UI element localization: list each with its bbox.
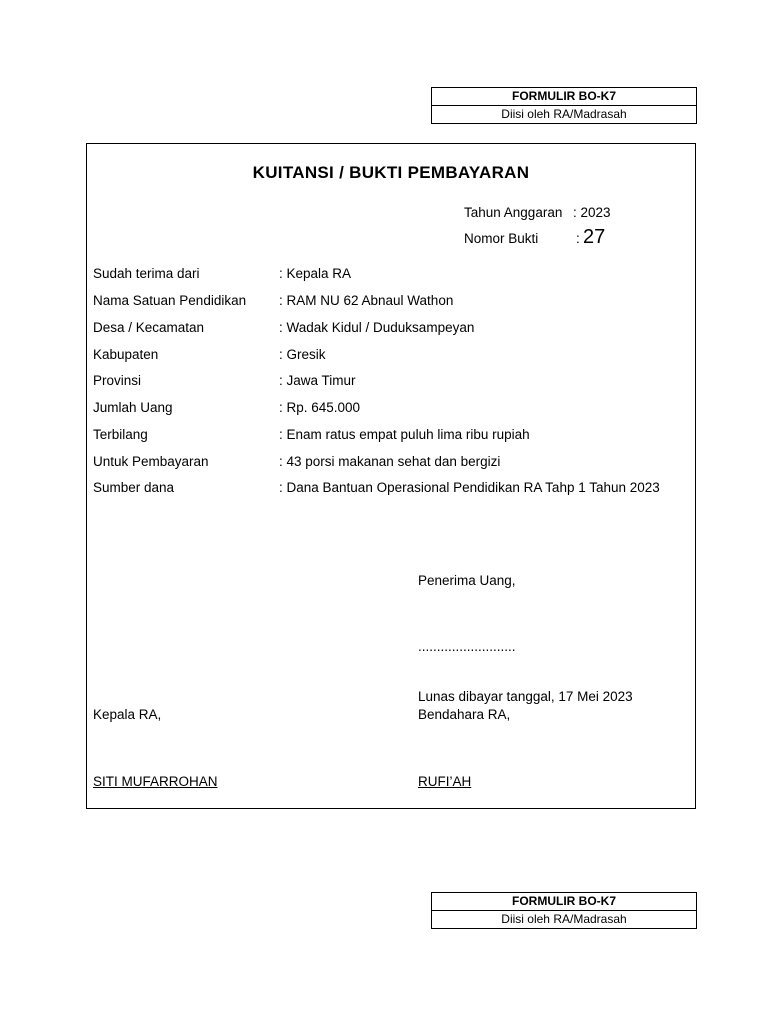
penerima-uang-label: Penerima Uang, (418, 573, 516, 588)
field-value: : Gresik (279, 347, 326, 362)
penerima-signature-line: .......................... (418, 639, 516, 654)
kepala-ra-label: Kepala RA, (93, 707, 162, 722)
bendahara-ra-label: Bendahara RA, (418, 707, 511, 722)
lunas-date-text: Lunas dibayar tanggal, 17 Mei 2023 (418, 689, 633, 704)
form-note: Diisi oleh RA/Madrasah (501, 912, 627, 926)
field-label: Sudah terima dari (93, 266, 200, 281)
field-value: : Enam ratus empat puluh lima ribu rupiah (279, 427, 530, 442)
form-code-box-bottom (431, 892, 697, 929)
form-note: Diisi oleh RA/Madrasah (501, 107, 627, 121)
nomor-bukti-colon: : (576, 231, 580, 246)
bendahara-ra-name: RUFI’AH (418, 774, 472, 789)
field-value: : Wadak Kidul / Duduksampeyan (279, 320, 475, 335)
field-label: Desa / Kecamatan (93, 320, 205, 335)
field-value: : Jawa Timur (279, 373, 356, 388)
tahun-anggaran-label: Tahun Anggaran (464, 205, 563, 220)
receipt-frame (86, 143, 696, 809)
field-label: Nama Satuan Pendidikan (93, 293, 247, 308)
field-label: Kabupaten (93, 347, 159, 362)
field-label: Terbilang (93, 427, 148, 442)
nomor-bukti-value: 27 (583, 226, 606, 248)
field-value: : Kepala RA (279, 266, 352, 281)
kepala-ra-name: SITI MUFARROHAN (93, 774, 218, 789)
field-value: : Dana Bantuan Operasional Pendidikan RA Tahp 1 Tahun 2023 (279, 480, 660, 495)
field-label: Jumlah Uang (93, 400, 173, 415)
nomor-bukti-label: Nomor Bukti (464, 231, 539, 246)
field-label: Untuk Pembayaran (93, 454, 209, 469)
field-value: : 43 porsi makanan sehat dan bergizi (279, 454, 501, 469)
tahun-anggaran-value: : 2023 (573, 205, 611, 220)
form-code: FORMULIR BO-K7 (432, 893, 696, 911)
form-code: FORMULIR BO-K7 (432, 88, 696, 106)
field-value: : Rp. 645.000 (279, 400, 361, 415)
field-label: Sumber dana (93, 480, 175, 495)
form-code-box-top (431, 87, 697, 124)
receipt-title: KUITANSI / BUKTI PEMBAYARAN (252, 163, 530, 182)
field-value: : RAM NU 62 Abnaul Wathon (279, 293, 454, 308)
field-label: Provinsi (93, 373, 142, 388)
